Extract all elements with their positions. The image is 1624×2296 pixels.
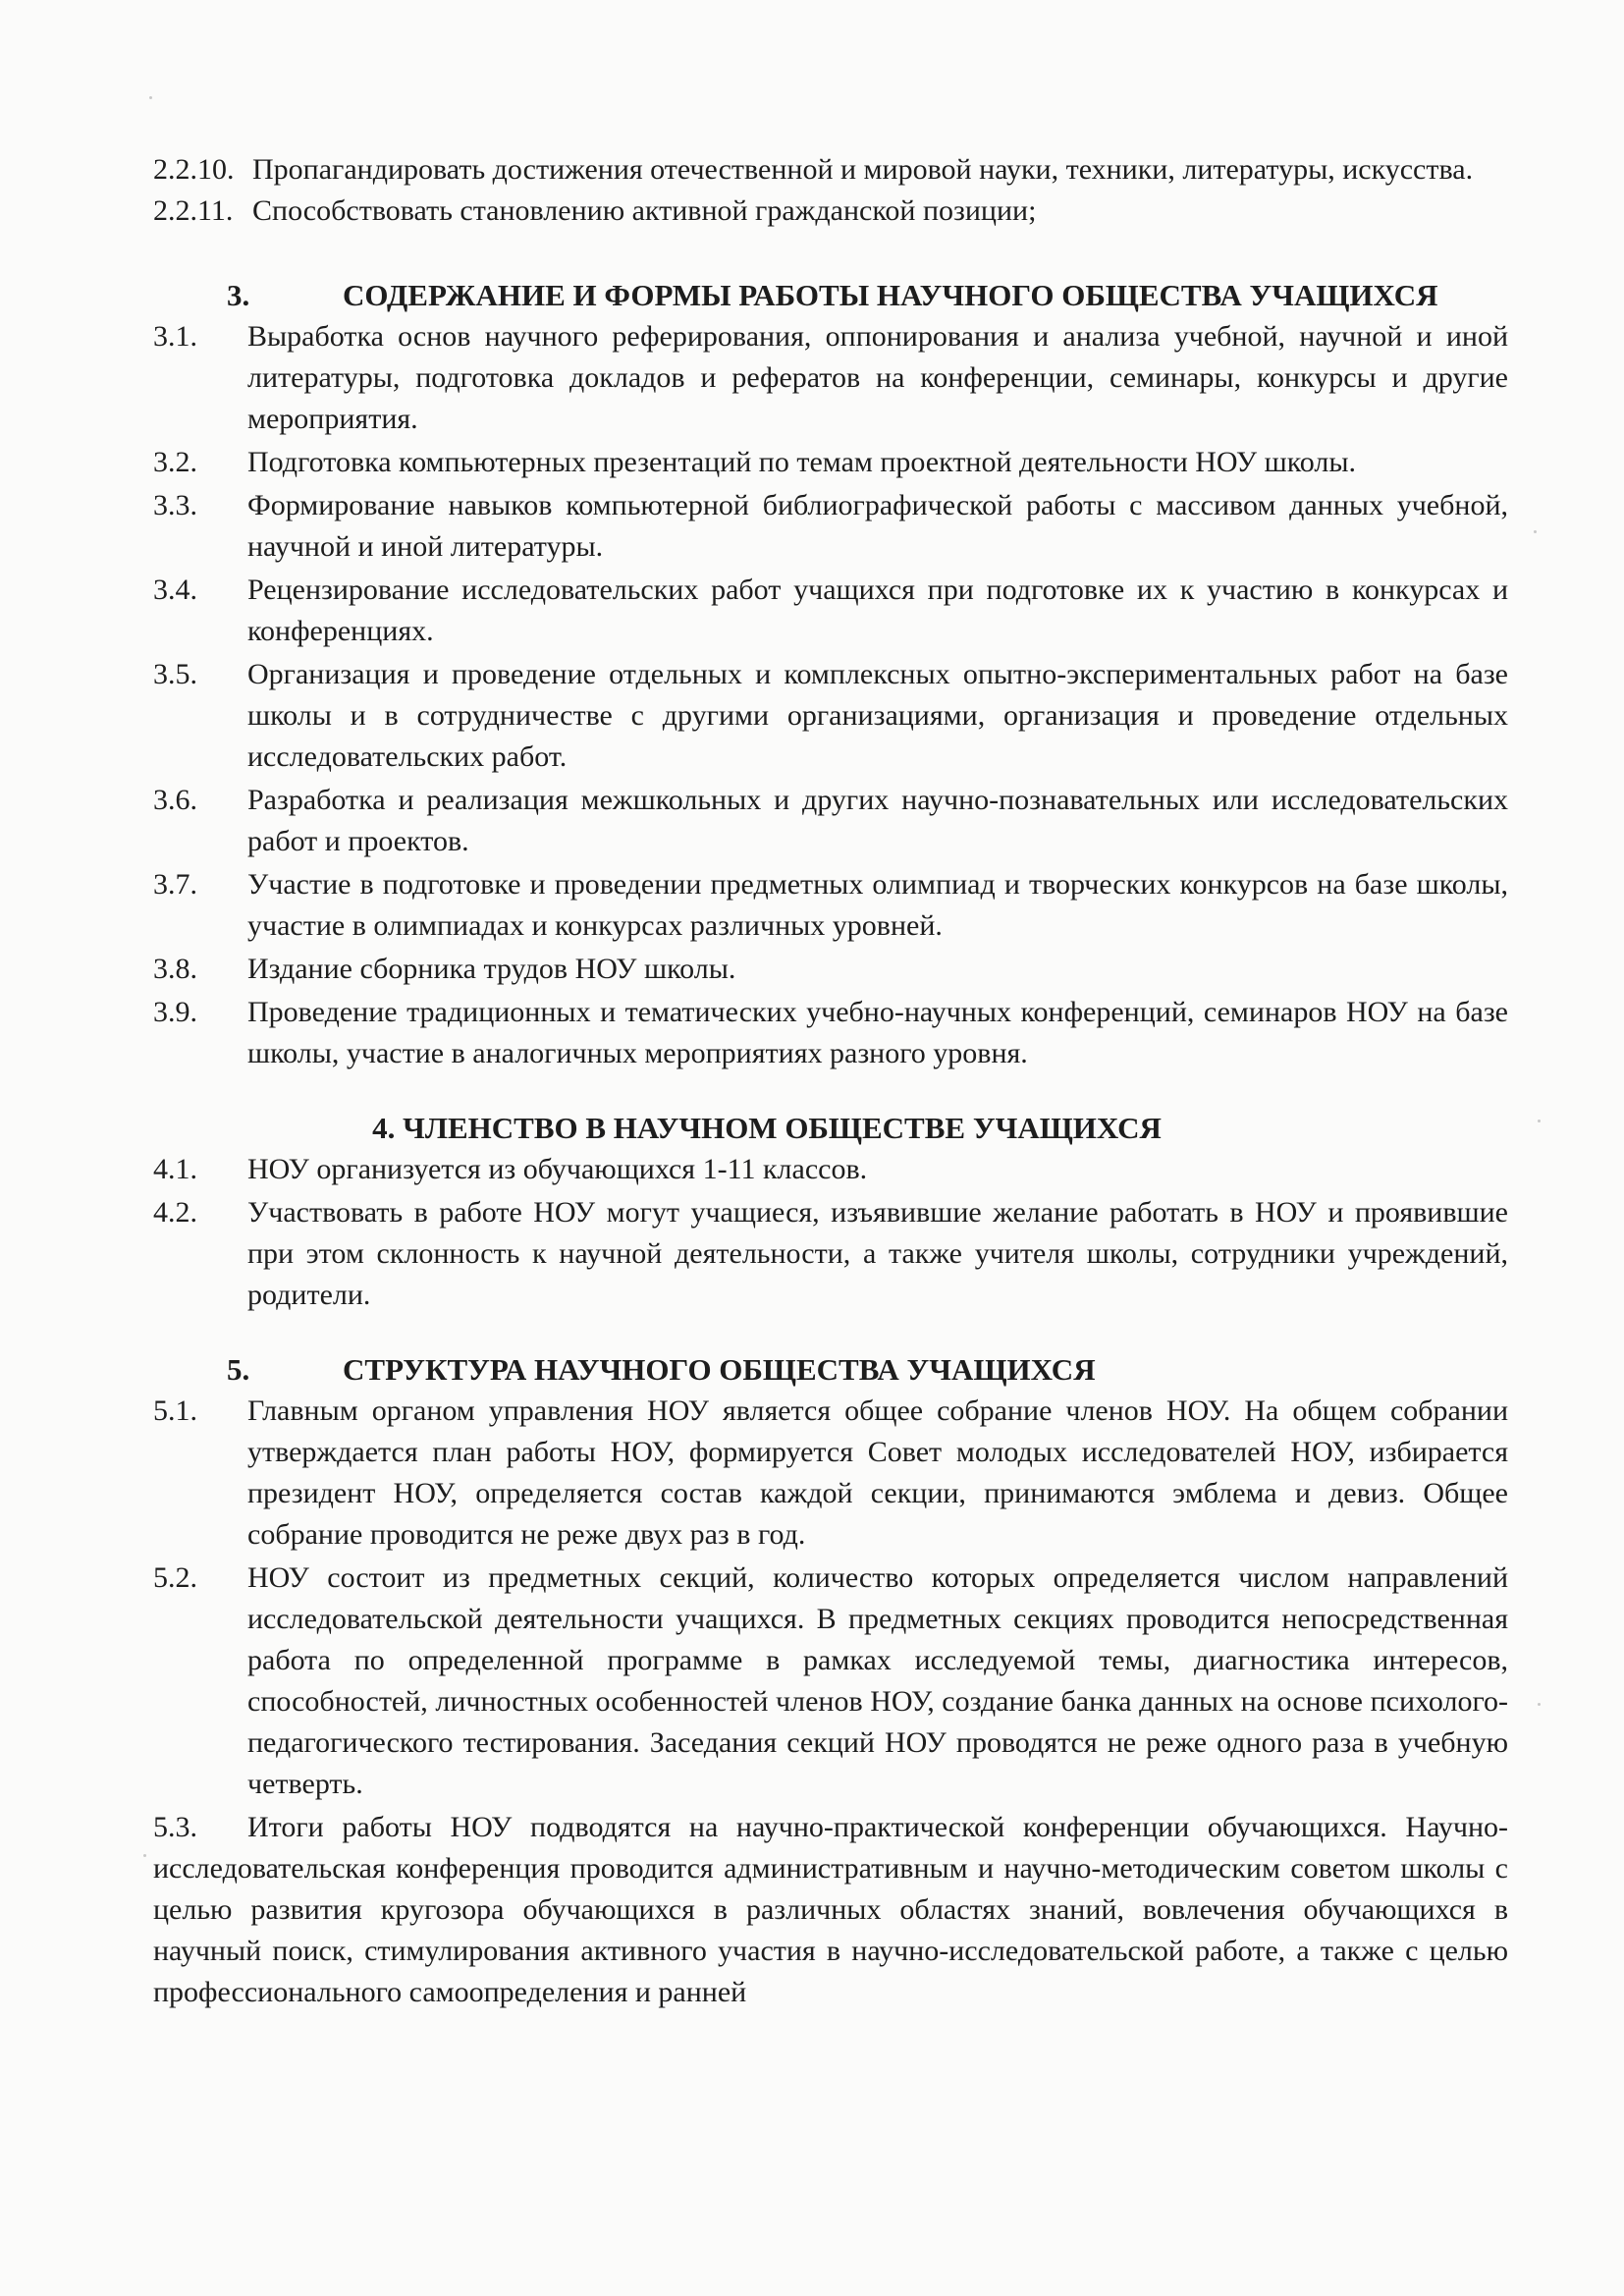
scan-speck xyxy=(149,96,152,99)
list-item xyxy=(153,992,1508,1074)
item-text: Участие в подготовке и проведении предметных олимпиад и творческих конкурсов на базе школы, участие в олимпиадах и конкурсах различных уровней. xyxy=(247,868,1508,942)
item-number: 3.5. xyxy=(153,658,197,690)
document-body xyxy=(153,149,1508,2013)
item-text: Подготовка компьютерных презентаций по темам проектной деятельности НОУ школы. xyxy=(247,446,1357,478)
list-item xyxy=(153,864,1508,947)
list-item xyxy=(153,485,1508,568)
item-number: 3.2. xyxy=(153,446,197,478)
item-text: Пропагандировать достижения отечественной и мировой науки, техники, литературы, искусства. xyxy=(252,153,1474,186)
scan-speck xyxy=(143,1854,146,1857)
item-text: Издание сборника трудов НОУ школы. xyxy=(247,953,736,985)
item-number: 3.1. xyxy=(153,320,197,353)
item-text: Формирование навыков компьютерной библиографической работы с массивом данных учебной, научной и иной литературы. xyxy=(247,489,1508,563)
list-item xyxy=(153,1149,1508,1190)
section-number: 5. xyxy=(227,1352,250,1387)
item-number: 3.9. xyxy=(153,996,197,1028)
list-item xyxy=(153,191,1508,232)
section-title: СОДЕРЖАНИЕ И ФОРМЫ РАБОТЫ НАУЧНОГО ОБЩЕСТВА УЧАЩИХСЯ xyxy=(343,278,1438,312)
list-item xyxy=(153,654,1508,778)
list-item xyxy=(153,1558,1508,1805)
item-text: НОУ состоит из предметных секций, количество которых определяется числом направлений исследовательской деятельности учащихся. В предметных секциях проводится непосредственная работа по определенной программе в рамках исследуемой темы, диагностика интересов, способностей, личностных особенностей членов НОУ, создание банка данных на основе психолого-педагогического тестирования. Заседания секций НОУ проводятся не реже одного раза в учебную четверть. xyxy=(247,1561,1508,1800)
item-number: 3.4. xyxy=(153,574,197,606)
item-number: 3.6. xyxy=(153,784,197,816)
item-number: 3.3. xyxy=(153,489,197,521)
scan-speck xyxy=(1538,1703,1541,1706)
item-text: Разработка и реализация межшкольных и других научно-познавательных или исследовательских работ и проектов. xyxy=(247,784,1508,857)
section-title: СТРУКТУРА НАУЧНОГО ОБЩЕСТВА УЧАЩИХСЯ xyxy=(343,1352,1096,1387)
item-text: Участвовать в работе НОУ могут учащиеся, изъявившие желание работать в НОУ и проявившие при этом склонность к научной деятельности, а также учителя школы, сотрудники учреждений, родители. xyxy=(247,1196,1508,1311)
item-text: Организация и проведение отдельных и комплексных опытно-экспериментальных работ на базе школы и в сотрудничестве с другими организациями, организация и проведение отдельных исследовательских работ. xyxy=(247,658,1508,773)
item-number: 2.2.11. xyxy=(153,194,234,227)
section-3-heading xyxy=(227,275,1508,316)
list-item xyxy=(153,316,1508,440)
paragraph-5-3 xyxy=(153,1807,1508,2013)
item-number: 5.3. xyxy=(153,1811,197,1843)
scan-speck xyxy=(1538,1120,1541,1122)
section-5-list xyxy=(153,1391,1508,1805)
item-text: Главным органом управления НОУ является общее собрание членов НОУ. На общем собрании утверждается план работы НОУ, формируется Совет молодых исследователей НОУ, избирается президент НОУ, определяется состав каждой секции, принимаются эмблема и девиз. Общее собрание проводится не реже двух раз в год. xyxy=(247,1394,1508,1551)
list-item xyxy=(153,780,1508,862)
item-number: 5.2. xyxy=(153,1561,197,1594)
item-number: 4.1. xyxy=(153,1153,197,1185)
paragraph-text: Итоги работы НОУ подводятся на научно-практической конференции обучающихся. Научно-исследовательская конференция проводится административным и научно-методическим советом школы с целью развития кругозора обучающихся в различных областях знаний, вовлечения обучающихся в научный поиск, стимулирования активного участия в научно-исследовательской работе, а также с целью профессионального самоопределения и ранней xyxy=(153,1811,1508,2008)
item-number: 3.7. xyxy=(153,868,197,901)
list-item xyxy=(153,1391,1508,1556)
list-item xyxy=(153,149,1508,191)
section-4-list xyxy=(153,1149,1508,1316)
section-3-list xyxy=(153,316,1508,1074)
item-text: НОУ организуется из обучающихся 1-11 классов. xyxy=(247,1153,868,1185)
item-number: 3.8. xyxy=(153,953,197,985)
section-4-heading: 4. ЧЛЕНСТВО В НАУЧНОМ ОБЩЕСТВЕ УЧАЩИХСЯ xyxy=(372,1111,1162,1145)
item-number: 5.1. xyxy=(153,1394,197,1427)
list-item xyxy=(153,442,1508,483)
section-number: 3. xyxy=(227,278,250,312)
item-number: 2.2.10. xyxy=(153,153,235,186)
item-number: 4.2. xyxy=(153,1196,197,1229)
list-item xyxy=(153,570,1508,652)
list-item xyxy=(153,1192,1508,1316)
section-5-heading xyxy=(227,1349,1508,1391)
item-text: Рецензирование исследовательских работ учащихся при подготовке их к участию в конкурсах и конференциях. xyxy=(247,574,1508,647)
scan-speck xyxy=(1534,530,1537,533)
item-text: Выработка основ научного реферирования, оппонирования и анализа учебной, научной и иной литературы, подготовка докладов и рефератов на конференции, семинары, конкурсы и другие мероприятия. xyxy=(247,320,1508,435)
item-text: Способствовать становлению активной гражданской позиции; xyxy=(252,194,1037,227)
item-text: Проведение традиционных и тематических учебно-научных конференций, семинаров НОУ на базе школы, участие в аналогичных мероприятиях разного уровня. xyxy=(247,996,1508,1069)
list-item xyxy=(153,949,1508,990)
